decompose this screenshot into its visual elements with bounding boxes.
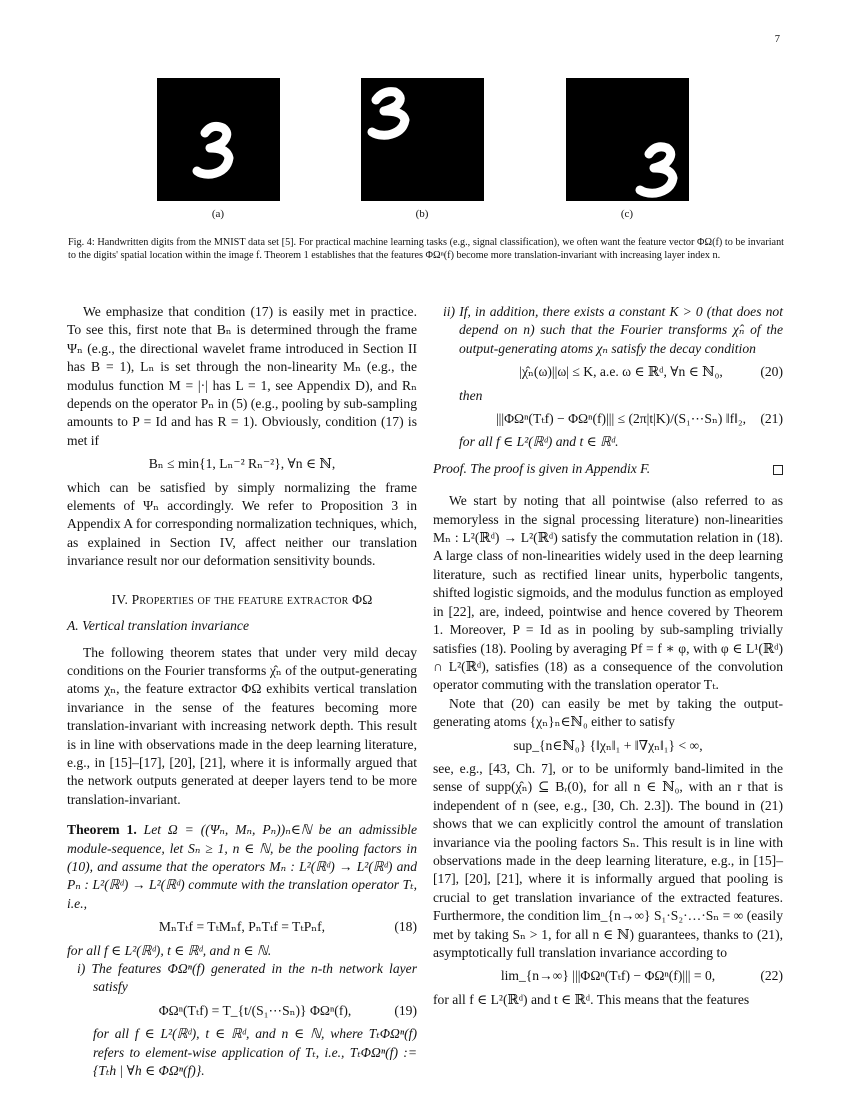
paragraph: We start by noting that all pointwise (also referred to as memoryless in the signal processing literature) non-linearities Mₙ : L²(ℝᵈ) → L²(ℝᵈ) satisfy the commutation relation in (18). A large class of non-linearities widely used in the deep learning literature, such as rectified linear units, hyperbolic tangents, shifted logistic sigmoids, and the modulus function as employed in [22], are, indeed, pointwise and hence covered by Theorem 1. Moreover, P = Id as in pooling by sub-sampling trivially satisfies (18). Pooling by averaging Pf = f ∗ φ, with φ ∈ L¹(ℝᵈ) ∩ L²(ℝᵈ), satisfies (18) as a consequence of the convolution operator commuting with the translation operator Tₜ. — [433, 493, 783, 693]
equation-20: |χ̂ₙ(ω)||ω| ≤ K, a.e. ω ∈ ℝᵈ, ∀n ∈ ℕ₀, (20) — [459, 363, 783, 381]
equation-21: |||ΦΩⁿ(Tₜf) − ΦΩⁿ(f)||| ≤ (2π|t|K)/(S₁⋯Sₙ) ‖f‖₂, (21) — [459, 410, 783, 428]
paragraph: then — [459, 387, 483, 403]
mnist-digit-image-b — [361, 78, 484, 201]
subfigure-label-a: (a) — [211, 208, 225, 220]
equation-bound: Bₙ ≤ min{1, Lₙ⁻² Rₙ⁻²}, ∀n ∈ ℕ, — [148, 456, 336, 472]
equation-number: (19) — [394, 1002, 417, 1018]
paragraph: for all f ∈ L²(ℝᵈ), t ∈ ℝᵈ, and n ∈ ℕ. — [67, 942, 272, 958]
equation-number: (22) — [760, 968, 783, 984]
theorem-label: Theorem 1. — [67, 822, 137, 838]
subsection-heading: A. Vertical translation invariance — [67, 618, 249, 634]
page-number: 7 — [774, 34, 780, 45]
equation-number: (21) — [760, 411, 783, 427]
paragraph: which can be satisfied by simply normalizing the frame elements of Ψₙ accordingly. We refer to Proposition 3 in Appendix A for corresponding normalization techniques, which, as explained in Section IV, affect neither our translation invariance result nor our deformation sensitivity bounds. — [67, 479, 417, 569]
right-column — [433, 303, 783, 1009]
equation-22: lim_{n→∞} |||ΦΩⁿ(Tₜf) − ΦΩⁿ(f)||| = 0, (22) — [433, 967, 783, 985]
mnist-digit-image-a — [157, 78, 280, 201]
left-column — [67, 303, 417, 1080]
equation-number: (20) — [760, 364, 783, 380]
section-heading: IV. Properties of the feature extractor ΦΩ — [111, 591, 373, 607]
paragraph: for all f ∈ L²(ℝᵈ) and t ∈ ℝᵈ. — [459, 434, 619, 450]
theorem — [67, 821, 417, 913]
paragraph: for all f ∈ L²(ℝᵈ), t ∈ ℝᵈ, and n ∈ ℕ, where TₜΦΩⁿ(f) refers to element-wise application of Tₜ, i.e., TₜΦΩⁿ(f) := {Tₜh | ∀h ∈ ΦΩⁿ(f)}. — [93, 1026, 417, 1079]
proof: Proof. The proof is given in Appendix F. — [433, 460, 783, 478]
paragraph: see, e.g., [43, Ch. 7], or to be uniformly band-limited in the sense of supp(χ̂ₙ) ⊆ Bᵣ(0), for all n ∈ ℕ₀, with an r that is independent of n (see, e.g., [30, Ch. 2.3]). The bound in (21) shows that we can explicitly control the amount of translation invariance via the pooling factors Sₙ. This result is in line with observations made in the deep learning literature, e.g., in [15]–[17], [20], [21], where it is informally argued that pooling is crucial to get translation invariance of the extracted features. Furthermore, the condition lim_{n→∞} S₁·S₂·…·Sₙ = ∞ (easily met by taking Sₙ > 1, for all n ∈ ℕ) guarantees, thanks to (21), asymptotically full translation invariance according to — [433, 760, 783, 960]
mnist-digit-image-c — [566, 78, 689, 201]
paragraph: We emphasize that condition (17) is easily met in practice. To see this, first note that Bₙ is determined through the frame Ψₙ (e.g., the directional wavelet frame introduced in Section II has B = 1), Lₙ is set through the non-linearity Mₙ (e.g., the modulus function M = |·| has L = 1, see Appendix D), and Rₙ depends on the operator Pₙ in (5) (e.g., pooling by sub-sampling amounts to P = Id and has R = 1). Obviously, condition (17) is met if — [67, 304, 417, 448]
paragraph: Note that (20) can easily be met by taking the output-generating atoms {χₙ}ₙ∈ℕ₀ either to satisfy — [433, 695, 783, 730]
equation-18: MₙTₜf = TₜMₙf, PₙTₜf = TₜPₙf, (18) — [67, 918, 417, 936]
list-item-i: i) The features ΦΩⁿ(f) generated in the n-th network layer satisfy — [77, 961, 417, 995]
equation-19: ΦΩⁿ(Tₜf) = T_{t/(S₁⋯Sₙ)} ΦΩⁿ(f), (19) — [93, 1002, 417, 1020]
equation-number: (18) — [394, 919, 417, 935]
paragraph: The following theorem states that under very mild decay conditions on the Fourier transforms χ̂ₙ of the output-generating atoms χₙ, the feature extractor ΦΩ exhibits vertical translation invariance in the sense of the features becoming more translation-invariant with increasing network depth. This result is in line with observations made in the deep learning literature, e.g., in [15]–[17], [20], [21], where it is informally argued that the network outputs generated at deeper layers tend to be more translation-invariant. — [67, 644, 417, 807]
qed-icon — [773, 465, 783, 475]
paragraph: for all f ∈ L²(ℝᵈ) and t ∈ ℝᵈ. This means that the features — [433, 991, 750, 1007]
equation-sup: sup_{n∈ℕ₀} {‖χₙ‖₁ + ‖∇χₙ‖₁} < ∞, — [513, 737, 703, 753]
subfigure-label-c: (c) — [620, 208, 634, 220]
subfigure-label-b: (b) — [415, 208, 429, 220]
figure-caption: Fig. 4: Handwritten digits from the MNIST data set [5]. For practical machine learning tasks (e.g., signal classification), we often want the feature vector ΦΩ(f) to be invariant to the digits' spatial location within the image f. Theorem 1 establishes that the features ΦΩⁿ(f) become more translation-invariant with increasing layer index n. — [68, 237, 784, 261]
list-item-ii: ii) If, in addition, there exists a constant K > 0 (that does not depend on n) such that the Fourier transforms χ̂ₙ of the output-generating atoms χₙ satisfy the decay condition — [443, 304, 783, 356]
theorem-text: Let Ω = ((Ψₙ, Mₙ, Pₙ))ₙ∈ℕ be an admissible module-sequence, let Sₙ ≥ 1, n ∈ ℕ, be the pooling factors in (10), and assume that the operators Mₙ : L²(ℝᵈ) → L²(ℝᵈ) and Pₙ : L²(ℝᵈ) → L²(ℝᵈ) commute with the translation operator Tₜ, i.e., — [67, 822, 417, 911]
